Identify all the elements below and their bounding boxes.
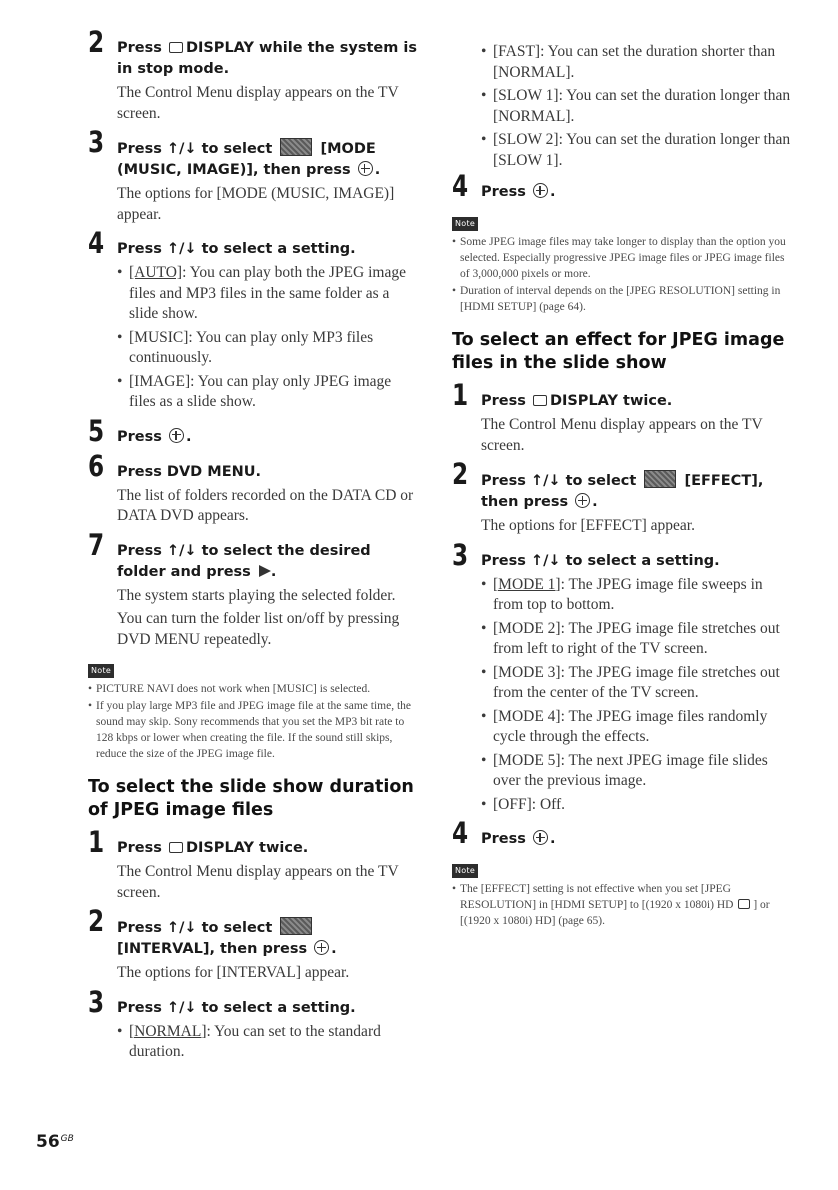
option-item: • [MUSIC]: You can play only MP3 files continuously. — [117, 328, 418, 369]
play-arrow-icon — [259, 565, 271, 577]
step-body: The system starts playing the selected folder. You can turn the folder list on/off by pressing DVD MENU repeatedly. — [117, 586, 400, 648]
step-number: 3 — [88, 125, 105, 159]
region-code: GB — [60, 1134, 74, 1144]
step-number: 2 — [88, 904, 105, 938]
option-item: • [SLOW 2]: You can set the duration longer than [SLOW 1]. — [481, 130, 792, 171]
step-number: 3 — [452, 537, 469, 572]
step-number: 7 — [88, 527, 105, 562]
interval-menu-icon — [280, 917, 312, 935]
option-item: • [MODE 4]: The JPEG image files randomly cycle through the effects. — [481, 707, 792, 748]
step-number: 4 — [452, 169, 469, 203]
option-item: • [IMAGE]: You can play only JPEG image files as a slide show. — [117, 372, 418, 413]
option-item: • [NORMAL]: You can set to the standard duration. — [117, 1022, 418, 1063]
note-item: • Some JPEG image files may take longer to display than the option you selected. Especially progressive JPEG image files or JPEG image files of 3,000,000 pixels or more. — [452, 234, 792, 282]
step-heading: Press ↑/↓ to select a setting. — [481, 552, 720, 569]
enter-button-icon — [575, 493, 590, 508]
step-heading: Press ↑/↓ to select [MODE (MUSIC, IMAGE)], then press . — [117, 130, 418, 181]
option-item: • [MODE 2]: The JPEG image file stretches out from left to right of the TV screen. — [481, 619, 792, 660]
step-heading: Press DISPLAY twice. — [117, 840, 309, 856]
interval-option-list-continued — [452, 42, 792, 171]
option-list — [481, 575, 792, 816]
step-number: 1 — [452, 378, 469, 412]
enter-button-icon — [533, 830, 548, 845]
step-body: The options for [MODE (MUSIC, IMAGE)] appear. — [117, 185, 395, 223]
section-title-effect: To select an effect for JPEG image files in the slide show — [452, 330, 785, 373]
right-column — [452, 30, 792, 943]
enter-button-icon — [533, 183, 548, 198]
step-3-select-effect-setting — [452, 537, 792, 816]
step-body: The list of folders recorded on the DATA CD or DATA DVD appears. — [117, 486, 414, 524]
step-number: 6 — [88, 448, 105, 483]
step-body: The Control Menu display appears on the TV screen. — [117, 84, 399, 122]
step-heading: Press DISPLAY while the system is in stop mode. — [117, 40, 417, 77]
option-list — [117, 263, 418, 413]
display-button-icon — [169, 842, 183, 853]
display-button-icon — [533, 395, 547, 406]
step-number: 5 — [88, 413, 105, 448]
step-number: 4 — [88, 226, 105, 260]
step-5-press — [88, 413, 418, 448]
option-item: • [OFF]: Off. — [481, 795, 792, 816]
step-body: The Control Menu display appears on the TV screen. — [117, 863, 399, 901]
step-number: 4 — [452, 816, 469, 850]
option-item: • [FAST]: You can set the duration shorter than [NORMAL]. — [481, 42, 792, 83]
note-list — [88, 681, 418, 762]
step-3-select-mode — [88, 125, 418, 225]
step-number: 2 — [452, 457, 469, 491]
step-1-display-twice — [452, 378, 792, 456]
step-number: 3 — [88, 984, 105, 1019]
step-heading: Press DVD MENU. — [117, 463, 262, 480]
enter-button-icon — [169, 428, 184, 443]
step-heading: Press . — [481, 184, 556, 200]
step-2-select-effect — [452, 457, 792, 537]
step-heading: Press . — [481, 831, 556, 847]
option-item: • [MODE 3]: The JPEG image file stretches out from the center of the TV screen. — [481, 663, 792, 704]
step-2-select-interval — [88, 904, 418, 984]
hd-box-icon — [738, 899, 750, 909]
effect-menu-icon — [644, 470, 676, 488]
note-item: • PICTURE NAVI does not work when [MUSIC] is selected. — [88, 681, 418, 697]
note-item: • If you play large MP3 file and JPEG image file at the same time, the sound may skip. Sony recommends that you set the MP3 bit rate to 128 kbps or lower when creating the file. If the sound still skips, reduce the size of the JPEG image file. — [88, 698, 418, 762]
note-block — [88, 660, 418, 762]
section-title-duration: To select the slide show duration of JPEG image files — [88, 777, 414, 820]
step-4-press — [452, 816, 792, 850]
step-4-select-setting — [88, 226, 418, 413]
step-1-display-twice — [88, 825, 418, 903]
step-2-display — [88, 25, 418, 124]
option-item: • [MODE 1]: The JPEG image file sweeps in from top to bottom. — [481, 575, 792, 616]
step-number: 1 — [88, 825, 105, 859]
note-badge: Note — [452, 864, 478, 878]
step-heading: Press ↑/↓ to select the desired folder and press . — [117, 542, 371, 580]
enter-button-icon — [358, 161, 373, 176]
step-body: The Control Menu display appears on the TV screen. — [481, 416, 763, 454]
page-number: $56^{GB}$ — [36, 1132, 74, 1152]
step-heading: Press ↑/↓ to select a setting. — [117, 999, 356, 1016]
step-heading: Press ↑/↓ to select a setting. — [117, 241, 356, 257]
enter-button-icon — [314, 940, 329, 955]
step-6-dvd-menu — [88, 448, 418, 527]
note-item: • Duration of interval depends on the [JPEG RESOLUTION] setting in [HDMI SETUP] (page 64). — [452, 283, 792, 315]
note-block — [452, 860, 792, 929]
step-number: 2 — [88, 25, 105, 59]
step-heading: Press ↑/↓ to select [INTERVAL], then press . — [117, 909, 418, 960]
option-item: • [AUTO]: You can play both the JPEG image files and MP3 files in the same folder as a slide show. — [117, 263, 418, 325]
mode-menu-icon — [280, 138, 312, 156]
display-button-icon — [169, 42, 183, 53]
note-block — [452, 213, 792, 315]
step-body: The options for [INTERVAL] appear. — [117, 964, 350, 981]
note-item: • The [EFFECT] setting is not effective when you set [JPEG RESOLUTION] in [HDMI SETUP] to [(1920 x 1080i) HD ] or [(1920 x 1080i) HD] (page 65). — [452, 881, 792, 929]
note-list — [452, 234, 792, 315]
option-list — [117, 1022, 418, 1063]
left-column — [88, 25, 418, 1069]
step-heading: Press . — [117, 428, 192, 445]
step-heading: Press DISPLAY twice. — [481, 393, 673, 409]
step-3-select-interval-setting — [88, 984, 418, 1063]
note-badge: Note — [88, 664, 114, 678]
option-item: • [MODE 5]: The next JPEG image file slides over the previous image. — [481, 751, 792, 792]
note-badge: Note — [452, 217, 478, 231]
option-item: • [SLOW 1]: You can set the duration longer than [NORMAL]. — [481, 86, 792, 127]
step-heading: Press ↑/↓ to select [EFFECT], then press . — [481, 462, 792, 513]
step-body: The options for [EFFECT] appear. — [481, 517, 695, 534]
step-7-select-folder — [88, 527, 418, 651]
note-list — [452, 881, 792, 929]
step-4-press — [452, 169, 792, 203]
